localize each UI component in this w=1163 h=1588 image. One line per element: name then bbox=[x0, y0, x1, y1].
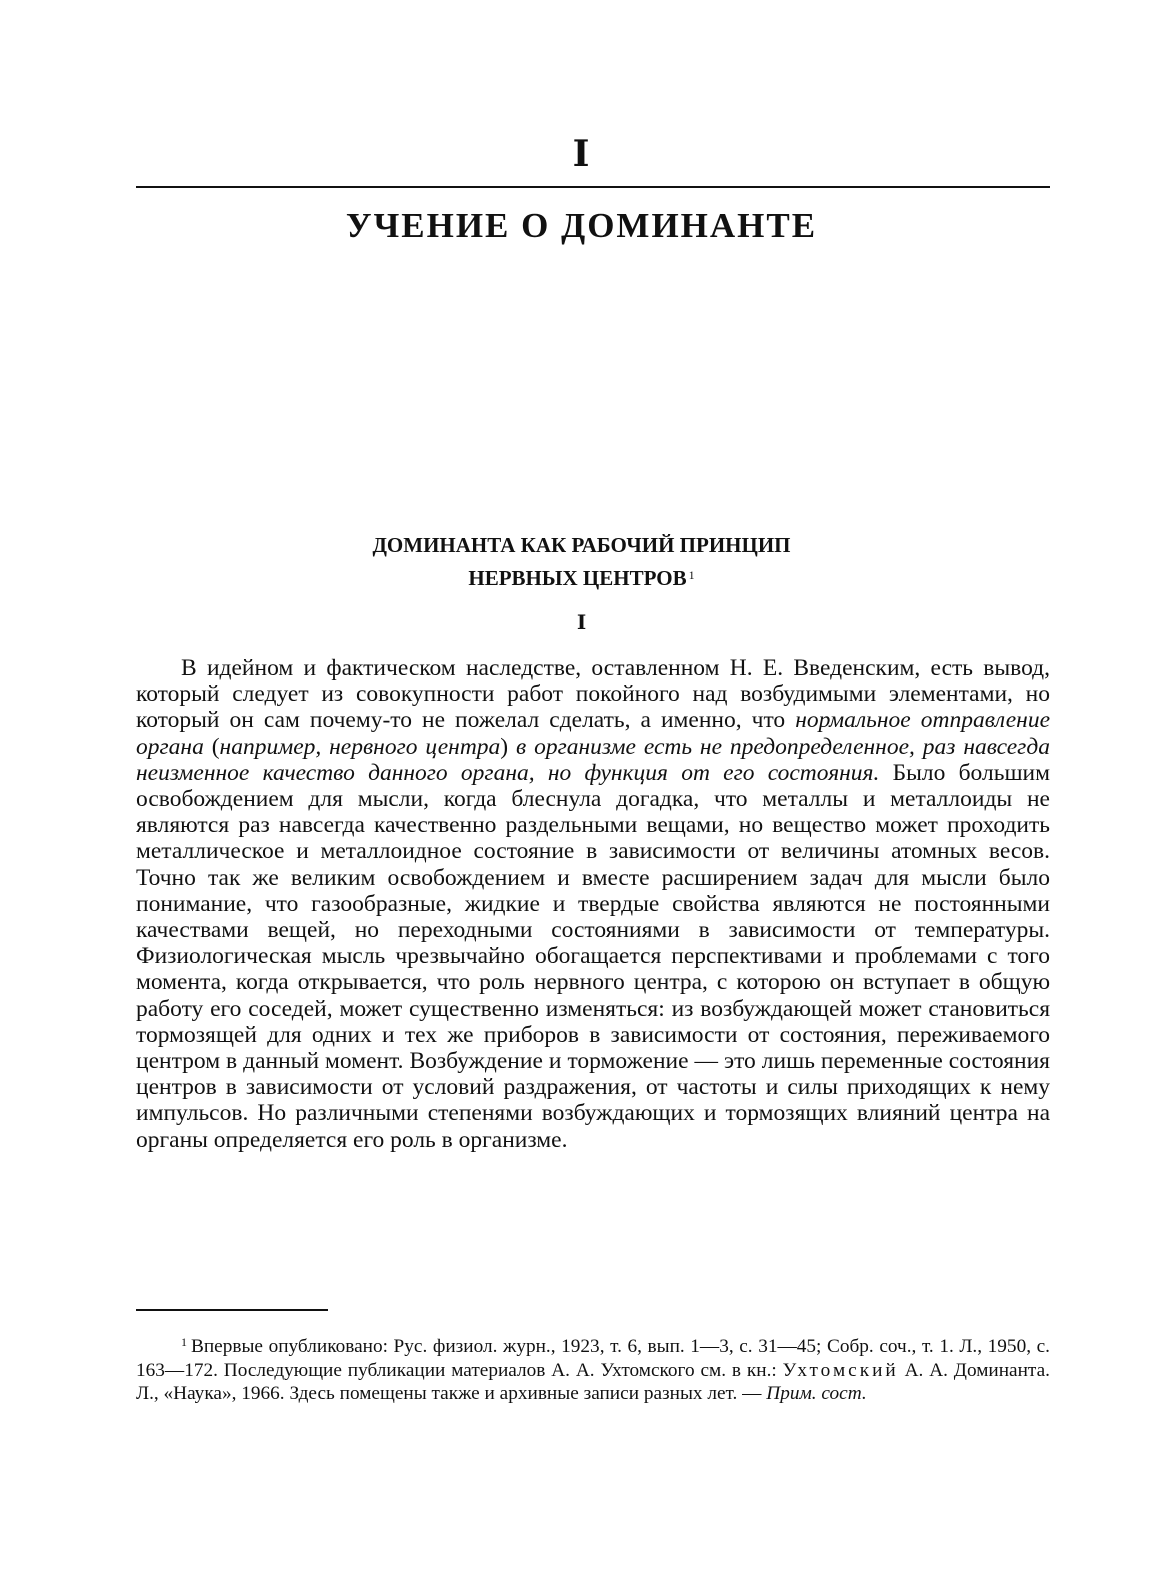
article-title bbox=[0, 530, 1163, 593]
body-text-segment: ( bbox=[203, 733, 220, 760]
footnote-reference[interactable]: 1 bbox=[688, 568, 695, 582]
footnote-text: А. А. Доминанта. Л., «Наука», 1966. Здесь помещены также и архивные записи разных лет. — bbox=[136, 1359, 1050, 1404]
section-numeral: I bbox=[576, 610, 587, 634]
article-title-line-2 bbox=[0, 560, 1163, 593]
footnote-text: Впервые опубликовано: Рус. физиол. журн., 1923, т. 6, вып. 1—3, с. 31—45; Собр. соч., т. 1. Л., 1950, с. 163—172. Последующие публикации материалов А. А. Ухтомского см. в кн.: bbox=[136, 1336, 1050, 1381]
body-paragraph bbox=[136, 655, 1050, 1153]
body-italic-segment: например, нервного центра bbox=[219, 733, 501, 760]
body-text-segment: ) bbox=[500, 733, 517, 760]
footnote-compiler-note: Прим. сост. bbox=[766, 1383, 867, 1404]
footnote-author: Ухтомский bbox=[782, 1359, 899, 1381]
body-italic-segment: в организме есть не предопределенное, раз навсегда неизменное качество данного органа, но функция от его состояния. bbox=[136, 733, 1050, 786]
body-text-segment: В идейном и фактическом наследстве, оставленном Н. Е. Введенским, есть вывод, который следует из совокупности работ покойного над возбудимыми элементами, но который он сам почему-то не пожелал сделать, а именно, что bbox=[136, 655, 1050, 734]
footnote bbox=[136, 1331, 1050, 1406]
part-title-rule bbox=[136, 186, 1050, 188]
part-numeral: I bbox=[572, 133, 591, 175]
part-title: УЧЕНИЕ О ДОМИНАНТЕ bbox=[345, 206, 818, 245]
footnote-number: 1 bbox=[181, 1335, 187, 1349]
body-italic-segment: нормальное отправление органа bbox=[136, 707, 1050, 760]
body-text-segment: Было большим освобождением для мысли, когда блеснула догадка, что металлы и металлоиды не являются раз навсегда качественно раздельными вещами, но вещество может проходить металлическое и металлоидное состояние в зависимости от величины атомных весов. Точно так же великим освобождением и вместе расширением задач для мысли было понимание, что газообразные, жидкие и твердые свойства являются не постоянными качествами вещей, но переходными состояниями в зависимости от температуры. Физиологическая мысль чрезвычайно обогащается перспективами и проблемами с того момента, когда открывается, что роль нервного центра, с которою он вступает в общую работу его соседей, может существенно изменяться: из возбуждающей может становиться тормозящей для одних и тех же приборов в зависимости от состояния, переживаемого центром в данный момент. Возбуждение и торможение — это лишь переменные состояния центров в зависимости от условий раздражения, от частоты и силы приходящих к нему импульсов. Но различными степенями возбуждающих и тормозящих влияний центра на органы определяется его роль в организме. bbox=[136, 759, 1050, 1153]
footnote-separator bbox=[136, 1309, 328, 1311]
article-title-line-1: ДОМИНАНТА КАК РАБОЧИЙ ПРИНЦИП bbox=[372, 533, 791, 557]
article-title-line-2-text: НЕРВНЫХ ЦЕНТРОВ bbox=[468, 566, 687, 590]
